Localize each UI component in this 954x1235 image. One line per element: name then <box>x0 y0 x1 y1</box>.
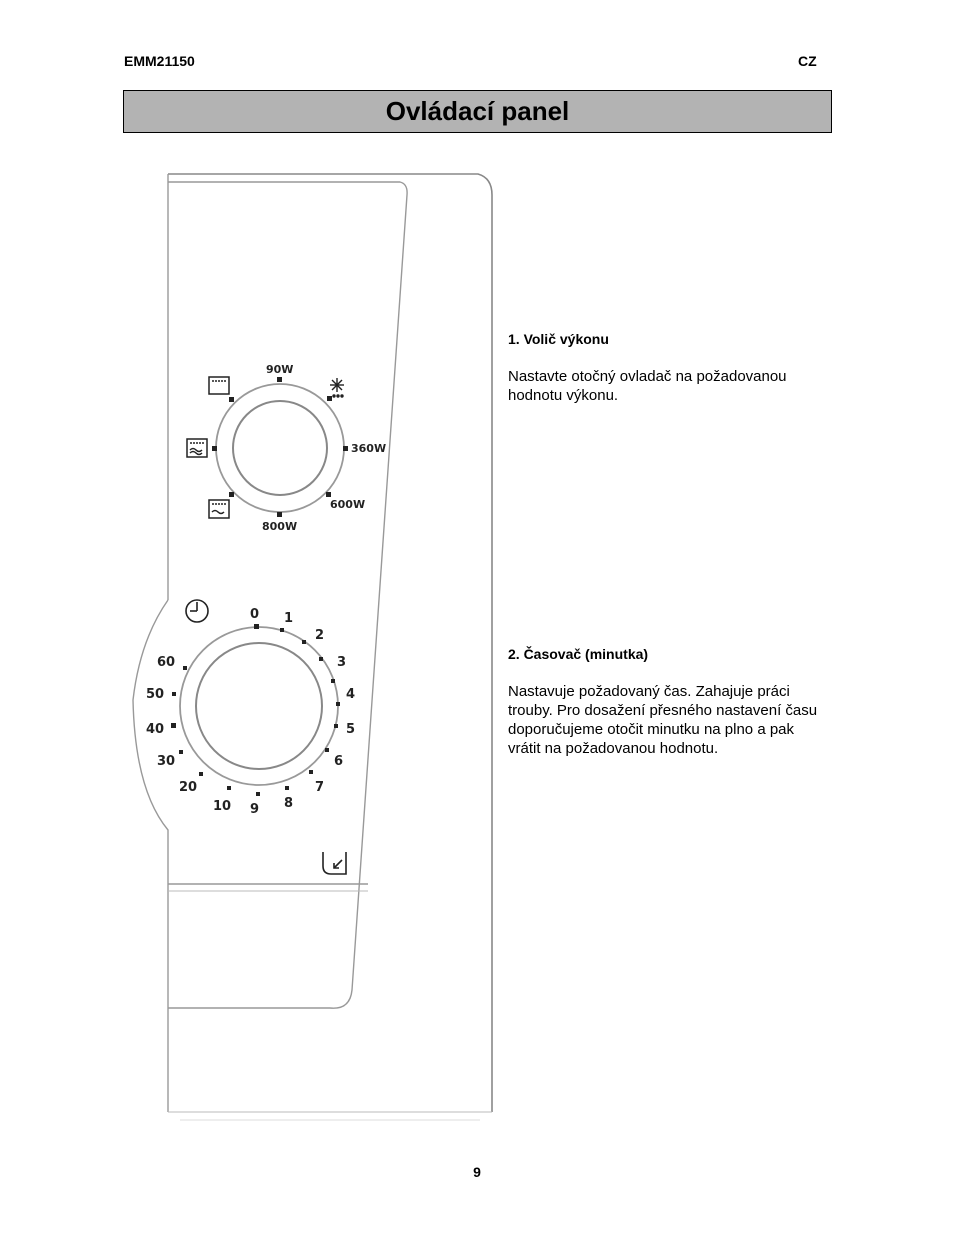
power-label-600w: 600W <box>330 498 366 511</box>
clock-icon <box>186 600 208 622</box>
section-timer <box>508 645 828 758</box>
page-number: 9 <box>473 1164 481 1180</box>
power-label-800w: 800W <box>262 520 298 533</box>
timer-label-10: 10 <box>213 799 232 814</box>
page-title: Ovládací panel <box>123 90 832 133</box>
defrost-icon <box>330 378 344 397</box>
timer-label-9: 9 <box>250 802 260 817</box>
timer-label-40: 40 <box>146 722 165 737</box>
language-code: CZ <box>798 53 817 69</box>
section-text: Nastavte otočný ovladač na požadovanou hodnotu výkonu. <box>508 368 787 404</box>
section-power-selector <box>508 330 828 405</box>
timer-label-2: 2 <box>315 628 325 643</box>
section-text: Nastavuje požadovaný čas. Zahajuje práci trouby. Pro dosažení přesného nastavení času doporučujeme otočit minutku na plno a pak vrátit na požadovanou hodnotu. <box>508 683 818 757</box>
section-title: 2. Časovač (minutka) <box>508 646 649 662</box>
power-label-90w: 90W <box>266 363 294 376</box>
control-panel-diagram <box>120 160 500 1125</box>
timer-label-8: 8 <box>284 796 294 811</box>
combi-grill-icon <box>187 439 207 457</box>
timer-label-1: 1 <box>284 611 294 626</box>
timer-label-6: 6 <box>334 754 344 769</box>
timer-knob <box>180 627 338 785</box>
timer-label-7: 7 <box>315 780 325 795</box>
timer-label-50: 50 <box>146 687 165 702</box>
power-knob <box>216 384 344 512</box>
timer-label-0: 0 <box>250 607 260 622</box>
timer-label-5: 5 <box>346 722 356 737</box>
timer-label-4: 4 <box>346 687 356 702</box>
combi-microwave-icon <box>209 500 229 518</box>
model-number: EMM21150 <box>124 53 195 69</box>
timer-label-20: 20 <box>179 780 198 795</box>
timer-label-30: 30 <box>157 754 176 769</box>
door-release-icon <box>323 852 346 874</box>
section-title: 1. Volič výkonu <box>508 331 609 347</box>
timer-label-60: 60 <box>157 655 176 670</box>
timer-label-3: 3 <box>337 655 347 670</box>
power-label-360w: 360W <box>351 442 387 455</box>
grill-icon <box>209 377 229 394</box>
